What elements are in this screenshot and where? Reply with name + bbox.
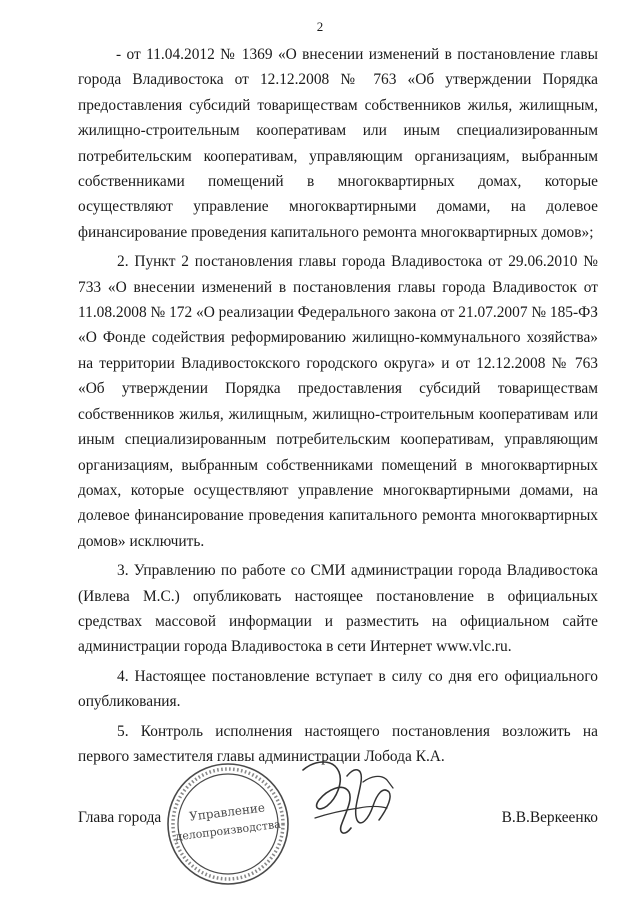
page-number: 2 bbox=[316, 19, 324, 34]
paragraph-item-4: 4. Настоящее постановление вступает в силу со дня его официального опубликования. bbox=[78, 667, 598, 711]
stamp-text-line2: делопроизводства bbox=[174, 817, 282, 844]
paragraph-item-2: 2. Пункт 2 постановления главы города Владивостока от 29.06.2010 № 733 «О внесении изменений в постановления главы города Владивосток от 11.08.2008 № 172 «О реализации Федерального закона от 21.07.2007 № 185-ФЗ «О Фонде содействия реформированию жилищно-коммунального хозяйства» на территории Владивостокского городского округа» и от 12.12.2008 № 763 «Об утверждении Порядка предоставления субсидий товариществам собственников жилья, жилищным, жилищно-строительным кооперативам или иным специализированным потребительским кооперативам, управляющим организациям, выбранным собственниками помещений в многоквартирных домах, которые осуществляют управление многоквартирными домами, на долевое финансирование проведения капитального ремонта многоквартирных домов» исключить. bbox=[78, 253, 598, 550]
document-body bbox=[78, 42, 598, 769]
paragraph-item-3: 3. Управлению по работе со СМИ администрации города Владивостока (Ивлева М.С.) опубликовать настоящее постановление в официальных средствах массовой информации и разместить на официальном сайте администрации города Владивостока в сети Интернет www.vlc.ru. bbox=[78, 562, 598, 656]
handwritten-signature bbox=[293, 748, 403, 858]
paragraph-item-5: 5. Контроль исполнения настоящего постановления возложить на первого заместителя главы администрации Лобода К.А. bbox=[78, 722, 598, 765]
stamp-text-line1: Управление bbox=[188, 800, 266, 824]
paragraph-list-item: - от 11.04.2012 № 1369 «О внесении изменений в постановление главы города Владивостока от 12.12.2008 № 763 «Об утверждении Порядка предоставления субсидий товариществам собственников жилья, жилищным, жилищно-строительным кооперативам или иным специализированным потребительским кооперативам, управляющим организациям, выбранным собственниками помещений в многоквартирных домах, которые осуществляют управление многоквартирными домами, на долевое финансирование проведения капитального ремонта многоквартирных домов»; bbox=[78, 46, 598, 241]
signatory-title: Глава города bbox=[78, 809, 162, 826]
office-stamp bbox=[164, 760, 292, 888]
signatory-name: В.В.Веркеенко bbox=[501, 809, 598, 826]
